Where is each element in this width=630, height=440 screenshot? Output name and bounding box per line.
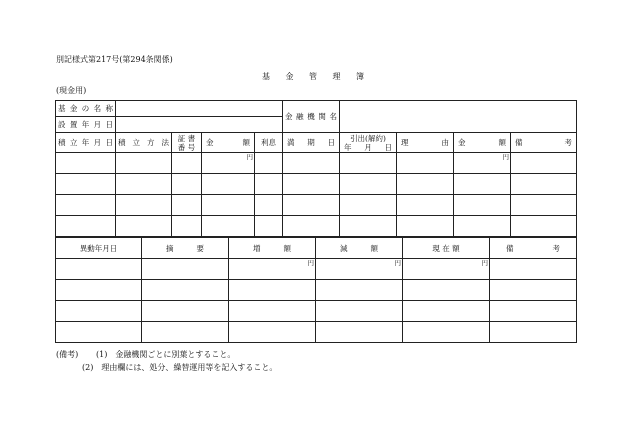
established-date-label: 設置年月日 xyxy=(56,117,116,133)
table-row xyxy=(56,301,577,322)
table-cell[interactable] xyxy=(403,280,490,301)
table-cell[interactable] xyxy=(490,301,577,322)
table-cell[interactable] xyxy=(202,195,255,216)
table-cell[interactable] xyxy=(255,195,283,216)
col-amount: 金 額 xyxy=(202,133,255,153)
col-decrease: 減 額 xyxy=(316,238,403,259)
table-cell[interactable] xyxy=(255,216,283,237)
bank-name-label: 金融機関名 xyxy=(283,101,340,133)
fund-name-label: 基金の名称 xyxy=(56,101,116,117)
form-reference: 別記様式第217号(第294条関係) xyxy=(56,55,173,64)
table-cell[interactable] xyxy=(172,216,202,237)
table-cell[interactable] xyxy=(511,195,577,216)
table-cell[interactable] xyxy=(229,301,316,322)
table-cell[interactable] xyxy=(56,259,142,280)
yen-unit: 円 xyxy=(316,259,403,280)
table-cell[interactable] xyxy=(316,280,403,301)
table-cell[interactable] xyxy=(340,195,397,216)
fund-name-field[interactable] xyxy=(116,101,283,117)
table-cell[interactable] xyxy=(255,153,283,174)
table-cell[interactable] xyxy=(490,259,577,280)
table-cell[interactable] xyxy=(511,174,577,195)
col-deposit-date: 積立年月日 xyxy=(56,133,116,153)
table-cell[interactable] xyxy=(255,174,283,195)
table-cell[interactable] xyxy=(340,174,397,195)
col-reason: 理 由 xyxy=(397,133,454,153)
table-cell[interactable] xyxy=(490,280,577,301)
table-cell[interactable] xyxy=(397,216,454,237)
table-cell[interactable] xyxy=(340,153,397,174)
table-cell[interactable] xyxy=(283,216,340,237)
table-cell[interactable] xyxy=(229,322,316,343)
table-cell[interactable] xyxy=(202,174,255,195)
cash-use-note: (現金用) xyxy=(56,86,87,95)
table-cell[interactable] xyxy=(172,153,202,174)
table-cell[interactable] xyxy=(511,153,577,174)
note-item-1: (1) 金融機関ごとに別葉とすること。 xyxy=(96,350,236,359)
col-change-date: 異動年月日 xyxy=(56,238,142,259)
bank-name-field[interactable] xyxy=(340,101,577,133)
table-row xyxy=(56,280,577,301)
yen-unit: 円 xyxy=(454,153,511,174)
table-cell[interactable] xyxy=(116,216,172,237)
col-amount-2: 金 額 xyxy=(454,133,511,153)
table-cell[interactable] xyxy=(116,195,172,216)
table-cell[interactable] xyxy=(56,280,142,301)
table-cell[interactable] xyxy=(316,322,403,343)
table-cell[interactable] xyxy=(56,174,116,195)
table-cell[interactable] xyxy=(403,301,490,322)
established-date-field[interactable] xyxy=(116,117,283,133)
table-cell[interactable] xyxy=(340,216,397,237)
table-cell[interactable] xyxy=(172,174,202,195)
col-increase: 増 額 xyxy=(229,238,316,259)
table-cell[interactable] xyxy=(283,195,340,216)
table-row xyxy=(56,259,577,280)
table-row xyxy=(56,153,577,174)
table-cell[interactable] xyxy=(490,322,577,343)
table-cell[interactable] xyxy=(142,280,229,301)
notes-label: (備考) xyxy=(56,350,79,359)
table-cell[interactable] xyxy=(397,195,454,216)
col-balance: 現 在 額 xyxy=(403,238,490,259)
table-cell[interactable] xyxy=(511,216,577,237)
page-title: 基金管理簿 xyxy=(262,72,380,81)
table-cell[interactable] xyxy=(142,259,229,280)
table-cell[interactable] xyxy=(283,153,340,174)
col-maturity-date: 満 期 日 xyxy=(283,133,340,153)
col-withdrawal-date: 引出(解約) 年 月 日 xyxy=(340,133,397,153)
transaction-ledger-table xyxy=(55,237,577,343)
yen-unit: 円 xyxy=(202,153,255,174)
yen-unit: 円 xyxy=(229,259,316,280)
table-cell[interactable] xyxy=(142,322,229,343)
yen-unit: 円 xyxy=(403,259,490,280)
col-summary: 摘 要 xyxy=(142,238,229,259)
table-cell[interactable] xyxy=(56,301,142,322)
table-row xyxy=(56,216,577,237)
table-row xyxy=(56,322,577,343)
table-cell[interactable] xyxy=(56,153,116,174)
table-cell[interactable] xyxy=(202,216,255,237)
table-cell[interactable] xyxy=(397,174,454,195)
col-remarks: 備 考 xyxy=(511,133,577,153)
note-item-2: (2) 理由欄には、処分、繰替運用等を記入すること。 xyxy=(82,363,278,372)
table-cell[interactable] xyxy=(56,322,142,343)
table-cell[interactable] xyxy=(454,195,511,216)
table-cell[interactable] xyxy=(454,216,511,237)
table-row xyxy=(56,174,577,195)
table-cell[interactable] xyxy=(454,174,511,195)
table-cell[interactable] xyxy=(116,174,172,195)
table-cell[interactable] xyxy=(403,322,490,343)
table-cell[interactable] xyxy=(397,153,454,174)
deposit-ledger-table xyxy=(55,100,577,237)
table-cell[interactable] xyxy=(172,195,202,216)
col-remarks-2: 備 考 xyxy=(490,238,577,259)
table-cell[interactable] xyxy=(56,195,116,216)
col-deposit-method: 積立方法 xyxy=(116,133,172,153)
table-cell[interactable] xyxy=(283,174,340,195)
col-certificate-number: 証 書 番 号 xyxy=(172,133,202,153)
table-cell[interactable] xyxy=(56,216,116,237)
table-cell[interactable] xyxy=(229,280,316,301)
table-row xyxy=(56,195,577,216)
col-interest: 利息 xyxy=(255,133,283,153)
table-cell[interactable] xyxy=(142,301,229,322)
table-cell[interactable] xyxy=(316,301,403,322)
table-cell[interactable] xyxy=(116,153,172,174)
